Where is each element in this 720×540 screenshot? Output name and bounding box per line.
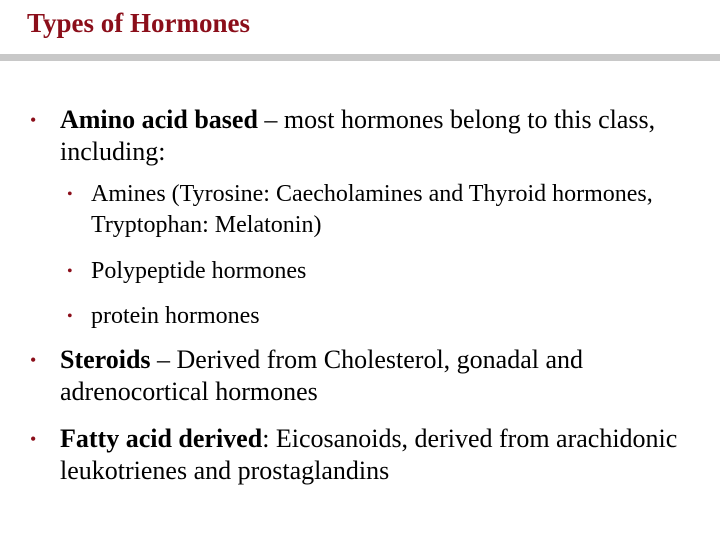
bullet-text: – Derived from Cholesterol, gonadal and adrenocortical hormones — [60, 345, 584, 406]
bullet-dot: • — [30, 429, 37, 449]
bullet-steroids — [30, 344, 700, 408]
bullet-dot: • — [30, 110, 37, 130]
sub-bullet-dot: • — [67, 308, 73, 325]
bullet-text: – most hormones belong to this class, including: — [60, 105, 656, 166]
bullet-text: : Eicosanoids, derived from arachidonic leukotrienes and prostaglandins — [60, 424, 678, 485]
bullet-fatty-acid — [30, 423, 700, 487]
subitem-amines — [67, 179, 706, 241]
bullet-term: Amino acid based — [60, 105, 258, 134]
subitem-polypeptide — [67, 256, 706, 287]
sub-bullet-dot: • — [67, 263, 73, 280]
bullet-term: Steroids — [60, 345, 151, 374]
slide-title: Types of Hormones — [27, 8, 250, 38]
subitem-text: Amines (Tyrosine: Caecholamines and Thyroid hormones, Tryptophan: Melatonin) — [91, 181, 653, 238]
subitem-text: protein hormones — [91, 303, 260, 329]
sub-bullet-dot: • — [67, 186, 73, 203]
subitem-text: Polypeptide hormones — [91, 258, 307, 284]
bullet-term: Fatty acid derived — [60, 424, 263, 453]
subitem-protein — [67, 301, 706, 332]
bullet-amino-acid — [30, 104, 700, 168]
bullet-dot: • — [30, 350, 37, 370]
title-divider — [0, 54, 720, 61]
